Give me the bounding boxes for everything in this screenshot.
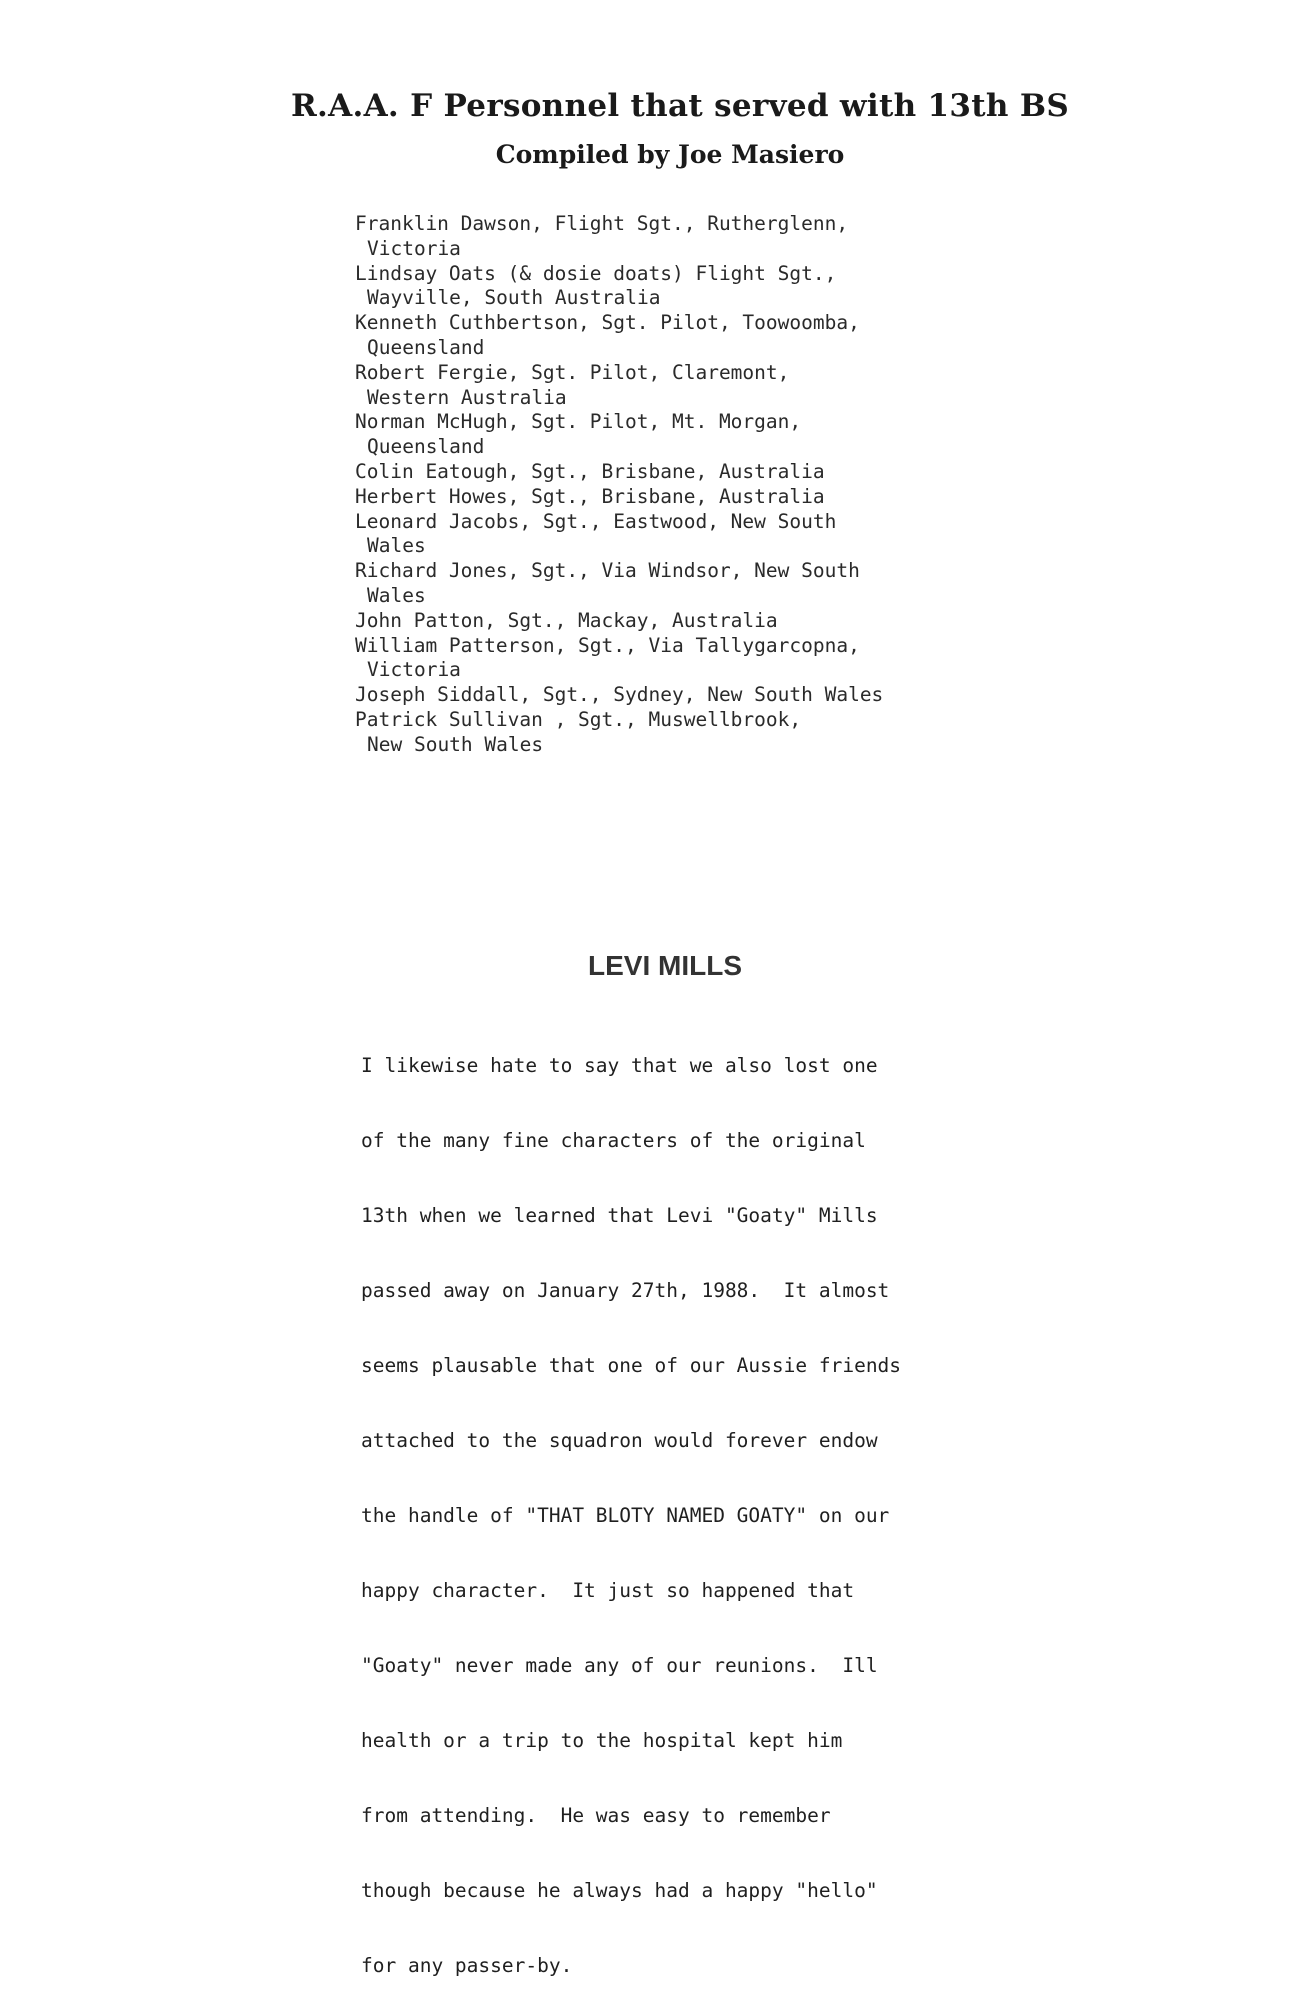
entry-line: Joseph Siddall, Sgt., Sydney, New South Wales: [355, 683, 884, 707]
paragraph-line: passed away on January 27th, 1988. It almost: [361, 1279, 890, 1302]
entry-line: Robert Fergie, Sgt. Pilot, Claremont,: [355, 360, 790, 384]
entry-line: Franklin Dawson, Flight Sgt., Rutherglenn,: [355, 212, 849, 235]
entry-line: John Patton, Sgt., Mackay, Australia: [355, 608, 778, 632]
list-item: [355, 559, 883, 609]
list-item: [355, 708, 883, 758]
personnel-list: [355, 212, 883, 758]
obituary-paragraph: [361, 1003, 901, 2003]
list-item: [355, 510, 883, 560]
entry-line: Richard Jones, Sgt., Via Windsor, New South: [355, 559, 860, 583]
page-title: R.A.A. F Personnel that served with 13th BS: [290, 88, 1070, 124]
entry-continuation: Wales: [367, 583, 426, 607]
paragraph-line: 13th when we learned that Levi "Goaty" Mills: [361, 1204, 878, 1227]
list-item: [355, 361, 883, 411]
entry-line: Leonard Jacobs, Sgt., Eastwood, New South: [355, 509, 837, 533]
paragraph-line: though because he always had a happy "hello": [361, 1879, 878, 1902]
entry-continuation: New South Wales: [367, 732, 544, 756]
entry-line: Norman McHugh, Sgt. Pilot, Mt. Morgan,: [355, 410, 802, 434]
entry-line: William Patterson, Sgt., Via Tallygarcopna,: [355, 633, 860, 657]
list-item: [355, 634, 883, 684]
paragraph-line: seems plausable that one of our Aussie friends: [361, 1354, 902, 1377]
entry-continuation: Wayville, South Australia: [367, 286, 661, 310]
list-item: [355, 683, 883, 708]
paragraph-line: attached to the squadron would forever endow: [361, 1429, 878, 1452]
entry-continuation: Victoria: [367, 658, 461, 682]
paragraph-line: happy character. It just so happened that: [361, 1579, 855, 1602]
entry-line: Kenneth Cuthbertson, Sgt. Pilot, Toowoomba,: [355, 311, 860, 335]
list-item: [355, 609, 883, 634]
list-item: [355, 485, 883, 510]
entry-continuation: Western Australia: [367, 385, 567, 409]
paragraph-line: the handle of "THAT BLOTY NAMED GOATY" on our: [361, 1504, 890, 1527]
entry-continuation: Victoria: [367, 236, 461, 260]
list-item: [355, 212, 883, 262]
paragraph-line: health or a trip to the hospital kept him: [361, 1729, 843, 1752]
entry-line: Colin Eatough, Sgt., Brisbane, Australia: [355, 459, 825, 483]
entry-line: Herbert Howes, Sgt., Brisbane, Australia: [355, 484, 825, 508]
list-item: [355, 262, 883, 312]
entry-continuation: Queensland: [367, 335, 485, 359]
paragraph-line: I likewise hate to say that we also lost one: [361, 1054, 878, 1077]
entry-line: Patrick Sullivan , Sgt., Muswellbrook,: [355, 707, 802, 731]
paragraph-line: "Goaty" never made any of our reunions. Ill: [361, 1654, 878, 1677]
list-item: [355, 311, 883, 361]
list-item: [355, 410, 883, 460]
list-item: [355, 460, 883, 485]
paragraph-line: of the many fine characters of the original: [361, 1129, 866, 1152]
section-heading: LEVI MILLS: [588, 950, 742, 981]
entry-continuation: Wales: [367, 534, 426, 558]
paragraph-line: from attending. He was easy to remember: [361, 1804, 831, 1827]
entry-line: Lindsay Oats (& dosie doats) Flight Sgt.,: [355, 261, 837, 285]
entry-continuation: Queensland: [367, 435, 485, 459]
page-subtitle: Compiled by Joe Masiero: [495, 140, 845, 169]
paragraph-line: for any passer-by.: [361, 1954, 573, 1977]
